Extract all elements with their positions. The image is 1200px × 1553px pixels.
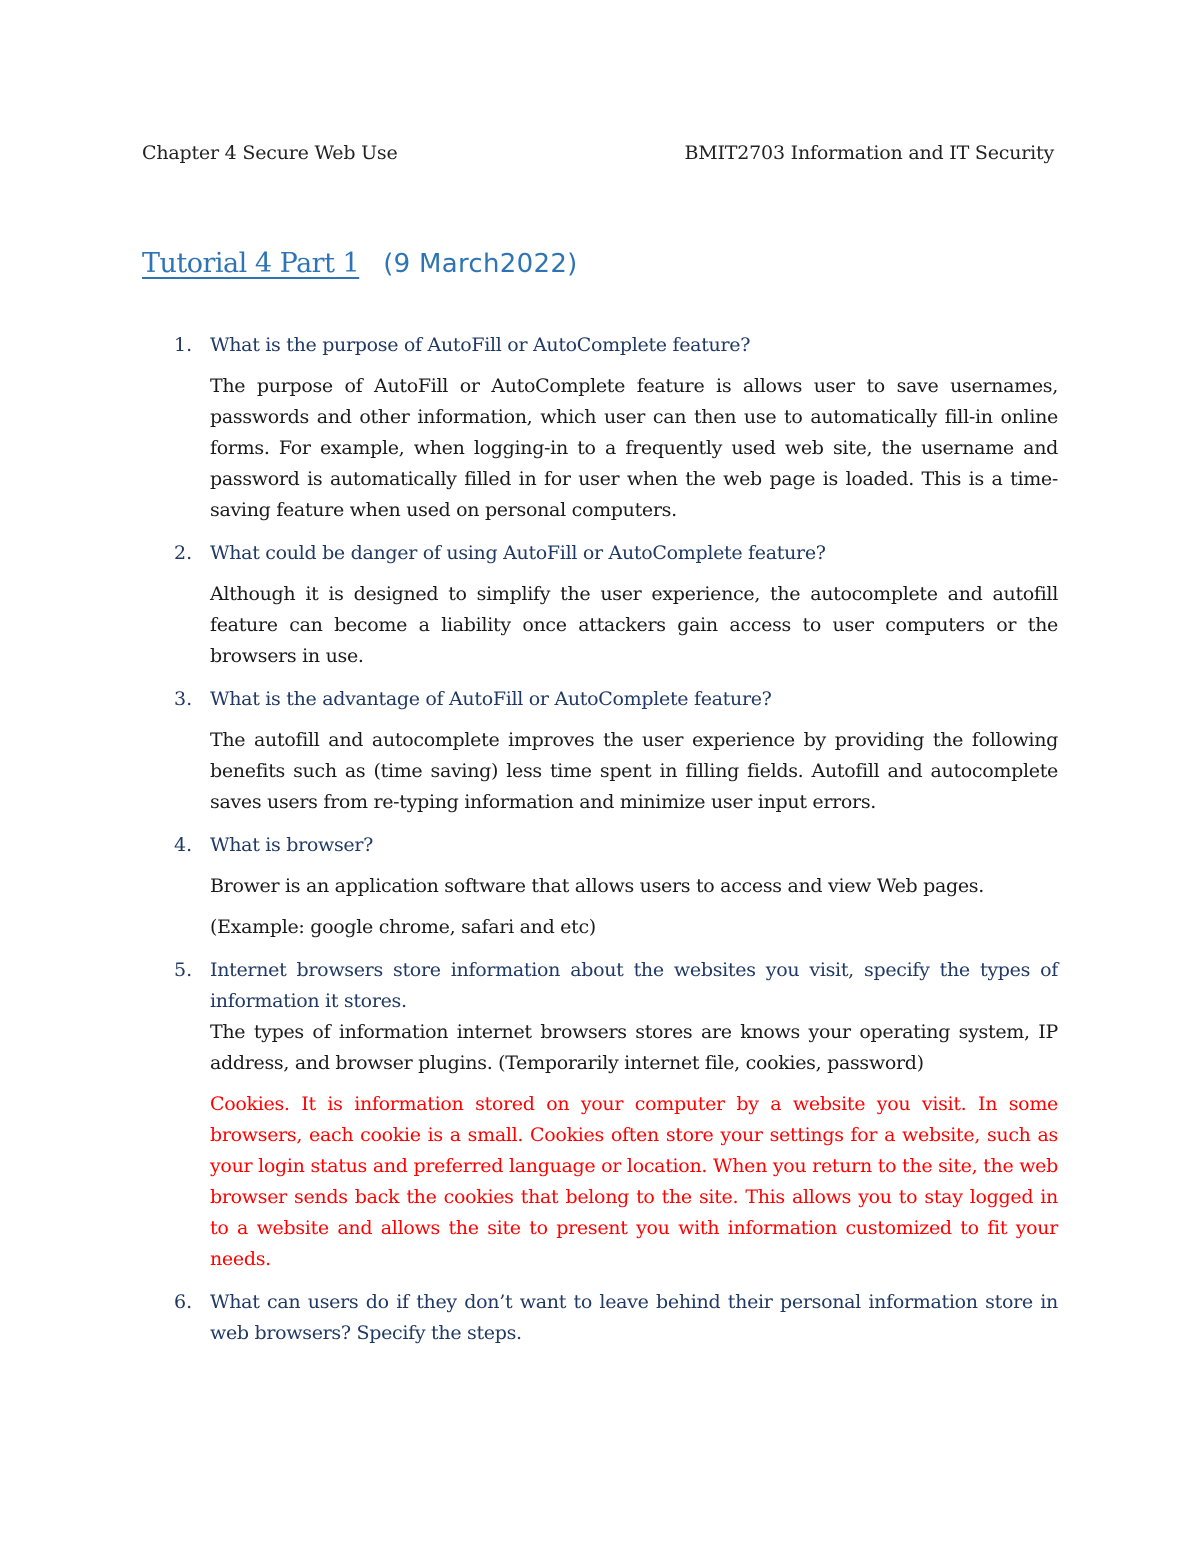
question-text: What is browser?	[210, 834, 374, 856]
answer-text: Although it is designed to simplify the user experience, the autocomplete and autofill feature can become a liability once attackers gain access to user computers or the browsers in use.	[210, 583, 1058, 667]
cookies-note: Cookies. It is information stored on your computer by a website you visit. In some browsers, each cookie is a small. Cookies often store your settings for a website, such as your login status and preferred language or location. When you return to the site, the web browser sends back the cookies that belong to the site. This allows you to stay logged in to a website and allows the site to present you with information customized to fit your needs.	[210, 1093, 1058, 1270]
question-item-5	[142, 955, 1058, 1275]
answer-example: (Example: google chrome, safari and etc)	[210, 916, 596, 938]
question-text: What is the purpose of AutoFill or AutoComplete feature?	[210, 334, 751, 356]
running-header	[142, 142, 1054, 164]
question-item-1	[142, 330, 1058, 526]
question-number: 2.	[174, 542, 193, 564]
answer-text: The autofill and autocomplete improves the user experience by providing the following benefits such as (time saving) less time spent in filling fields. Autofill and autocomplete saves users from re-typing information and minimize user input errors.	[210, 729, 1058, 813]
tutorial-title-main: Tutorial 4 Part 1	[142, 248, 360, 279]
tutorial-title-date: (9 March2022)	[383, 249, 578, 279]
question-list	[142, 330, 1058, 1361]
answer-text: Brower is an application software that allows users to access and view Web pages.	[210, 875, 984, 897]
question-number: 6.	[174, 1291, 193, 1313]
question-number: 1.	[174, 334, 193, 356]
question-number: 3.	[174, 688, 193, 710]
header-course: BMIT2703 Information and IT Security	[684, 142, 1054, 164]
tutorial-title	[142, 248, 578, 279]
question-item-3	[142, 684, 1058, 818]
question-item-4	[142, 830, 1058, 943]
header-chapter: Chapter 4 Secure Web Use	[142, 142, 398, 164]
question-text: Internet browsers store information about the websites you visit, specify the types of information it stores.	[210, 959, 1058, 1012]
question-text: What can users do if they don’t want to leave behind their personal information store in web browsers? Specify the steps.	[210, 1291, 1058, 1344]
answer-text: The types of information internet browsers stores are knows your operating system, IP address, and browser plugins. (Temporarily internet file, cookies, password)	[210, 1021, 1058, 1074]
question-number: 4.	[174, 834, 193, 856]
question-text: What is the advantage of AutoFill or AutoComplete feature?	[210, 688, 772, 710]
question-item-6	[142, 1287, 1058, 1349]
question-number: 5.	[174, 959, 193, 981]
question-item-2	[142, 538, 1058, 672]
answer-text: The purpose of AutoFill or AutoComplete feature is allows user to save usernames, passwords and other information, which user can then use to automatically fill-in online forms. For example, when logging-in to a frequently used web site, the username and password is automatically filled in for user when the web page is loaded. This is a time-saving feature when used on personal computers.	[210, 375, 1058, 521]
question-text: What could be danger of using AutoFill or AutoComplete feature?	[210, 542, 826, 564]
